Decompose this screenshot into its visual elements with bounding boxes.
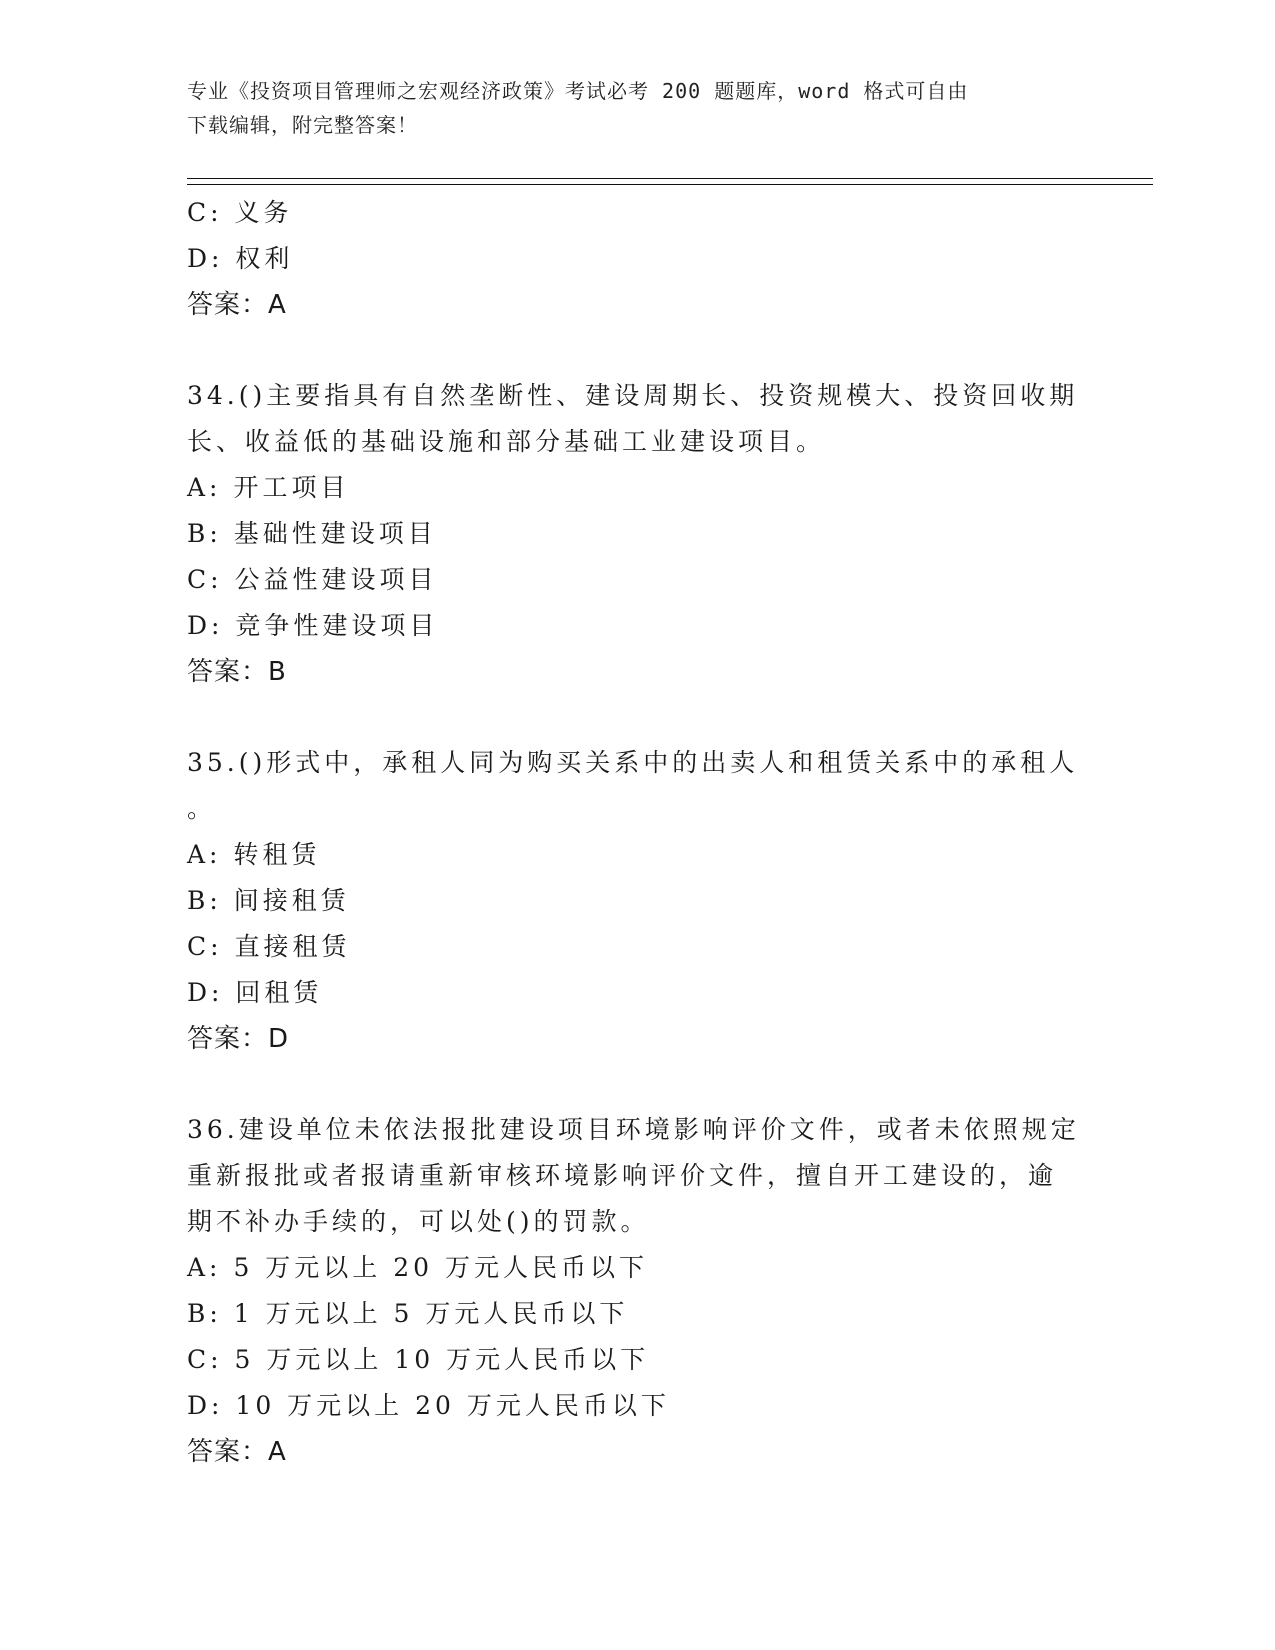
option-b: [187, 511, 1087, 557]
spacer: [187, 1062, 1087, 1107]
question-block-36: [187, 1107, 1087, 1475]
option-letter: C:: [187, 932, 223, 961]
question-text-line: 35.()形式中，承租人同为购买关系中的出卖人和租赁关系中的承租人: [187, 748, 1079, 777]
header-divider-thick: [187, 178, 1153, 179]
option-text: 基础性建设项目: [233, 519, 437, 548]
option-text: 间接租赁: [233, 886, 350, 915]
option-letter: A:: [187, 1253, 222, 1282]
option-text: 开工项目: [233, 473, 350, 502]
option-letter: D:: [187, 611, 224, 640]
document-header: [187, 74, 1067, 142]
option-b: [187, 878, 1087, 924]
spacer: [187, 695, 1087, 740]
option-c: [187, 924, 1087, 970]
option-letter: C:: [187, 198, 223, 227]
document-body: [187, 190, 1087, 1475]
question-block-34: [187, 373, 1087, 695]
option-c: [187, 190, 1087, 236]
answer-line: 答案：A: [187, 1437, 287, 1467]
option-a: [187, 832, 1087, 878]
option-text: 公益性建设项目: [234, 565, 438, 594]
question-block-35: [187, 740, 1087, 1062]
option-letter: D:: [187, 1391, 224, 1420]
option-text: 义务: [234, 198, 293, 227]
option-text: 转租赁: [233, 840, 321, 869]
option-letter: C:: [187, 565, 223, 594]
header-line-1: 专业《投资项目管理师之宏观经济政策》考试必考 200 题题库，word 格式可自由: [187, 79, 969, 103]
option-letter: C:: [187, 1345, 223, 1374]
answer-line: 答案：B: [187, 657, 287, 687]
option-text: 5 万元以上 20 万元人民币以下: [233, 1253, 648, 1282]
spacer: [187, 328, 1087, 373]
option-d: [187, 603, 1087, 649]
option-letter: B:: [187, 886, 222, 915]
question-text-line: 34.()主要指具有自然垄断性、建设周期长、投资规模大、投资回收期: [187, 381, 1079, 410]
option-text: 竞争性建设项目: [235, 611, 439, 640]
option-letter: B:: [187, 519, 222, 548]
option-d: [187, 1383, 1087, 1429]
option-a: [187, 465, 1087, 511]
header-line-2: 下载编辑，附完整答案！: [187, 113, 418, 137]
option-b: [187, 1291, 1087, 1337]
option-text: 直接租赁: [234, 932, 351, 961]
question-block-33: [187, 190, 1087, 328]
question-text-line: 。: [187, 794, 217, 823]
option-text: 1 万元以上 5 万元人民币以下: [233, 1299, 629, 1328]
answer-line: 答案：D: [187, 1024, 290, 1054]
option-a: [187, 1245, 1087, 1291]
answer-line: 答案：A: [187, 290, 287, 320]
question-text-line: 重新报批或者报请重新审核环境影响评价文件，擅自开工建设的，逾: [187, 1161, 1058, 1190]
option-text: 回租赁: [235, 978, 323, 1007]
question-text-line: 36.建设单位未依法报批建设项目环境影响评价文件，或者未依照规定: [187, 1115, 1080, 1144]
option-text: 10 万元以上 20 万元人民币以下: [235, 1391, 670, 1420]
question-text-line: 长、收益低的基础设施和部分基础工业建设项目。: [187, 427, 826, 456]
option-letter: B:: [187, 1299, 222, 1328]
option-letter: D:: [187, 244, 224, 273]
option-c: [187, 557, 1087, 603]
option-c: [187, 1337, 1087, 1383]
header-divider-thin: [187, 184, 1153, 185]
option-d: [187, 970, 1087, 1016]
question-text-line: 期不补办手续的，可以处()的罚款。: [187, 1207, 650, 1236]
option-d: [187, 236, 1087, 282]
option-letter: A:: [187, 840, 222, 869]
option-text: 5 万元以上 10 万元人民币以下: [234, 1345, 650, 1374]
option-letter: A:: [187, 473, 222, 502]
option-text: 权利: [235, 244, 294, 273]
option-letter: D:: [187, 978, 224, 1007]
